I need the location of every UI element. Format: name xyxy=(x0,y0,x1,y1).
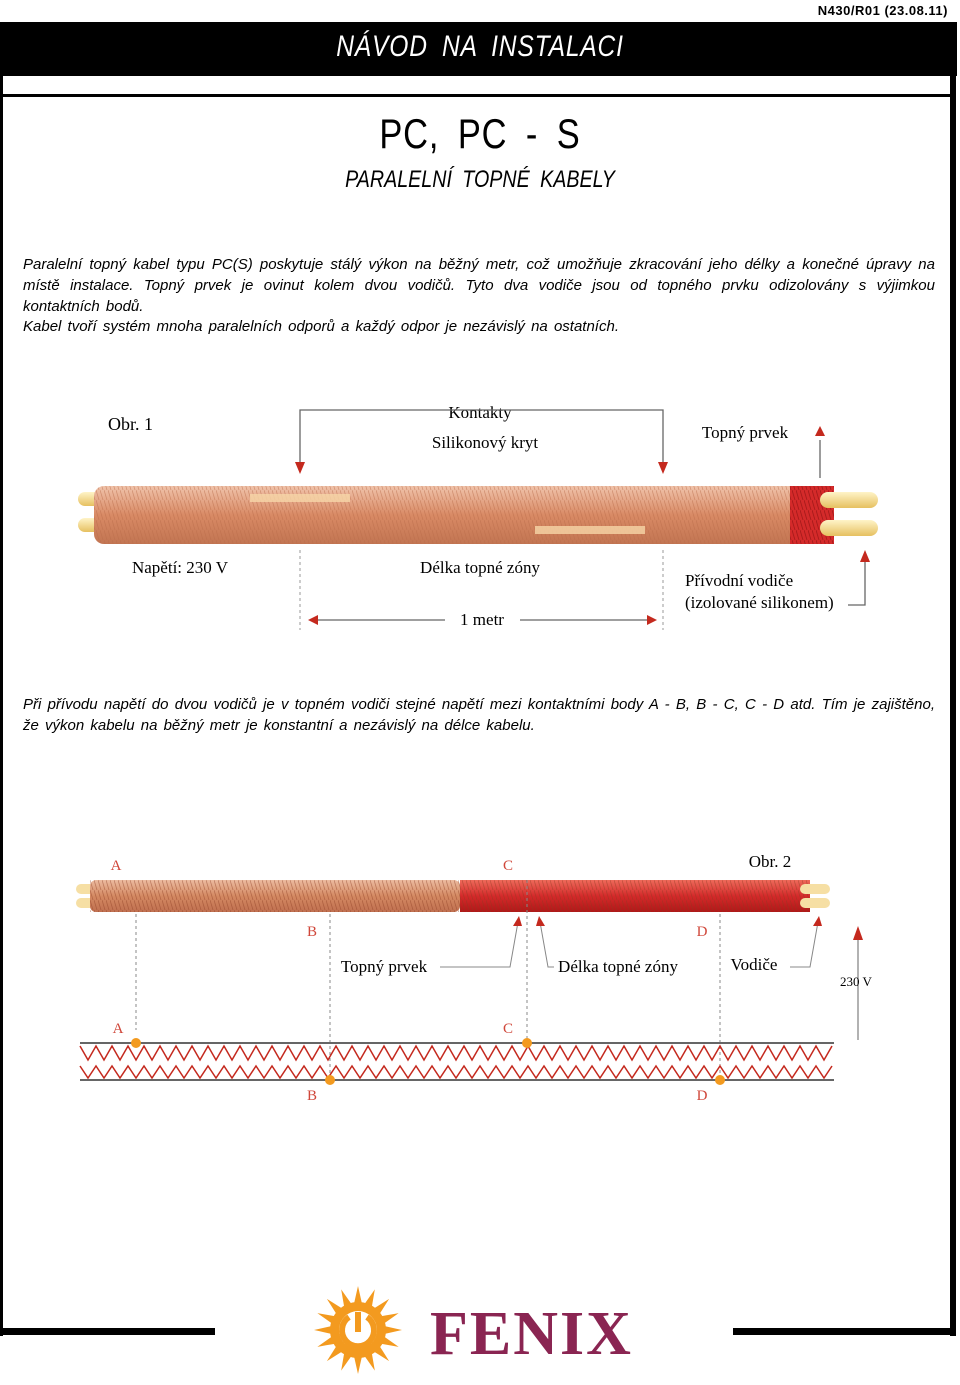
sun-icon xyxy=(314,1286,402,1374)
fig2-arrow-icon xyxy=(536,916,545,926)
fig2-cable-coil xyxy=(90,880,810,912)
fig2-contact-point-d xyxy=(715,1075,725,1085)
document-code: N430/R01 (23.08.11) xyxy=(817,3,948,18)
fig1-privodni-pointer xyxy=(848,558,865,605)
page-subtitle: PARALELNÍ TOPNÉ KABELY xyxy=(345,166,615,193)
fig2-point-d-top: D xyxy=(696,924,708,940)
fig1-silikonovy-kryt-label: Silikonový kryt xyxy=(431,433,539,452)
sun-ray xyxy=(384,1326,402,1334)
fig2-arrow-icon xyxy=(513,916,522,926)
fig1-arrow-icon xyxy=(815,426,825,436)
fig2-conductor-end-right xyxy=(800,884,830,894)
fig1-topny-prvek-label: Topný prvek xyxy=(701,423,789,442)
fig1-privodni-label: Přívodní vodiče xyxy=(685,571,794,590)
fig1-cable-coil xyxy=(94,486,834,544)
fig2-topny-prvek-label: Topný prvek xyxy=(340,957,428,976)
fig1-arrow-icon xyxy=(308,615,318,625)
figure-1 xyxy=(60,390,890,640)
fig1-arrow-icon xyxy=(658,462,668,474)
fig1-arrow-icon xyxy=(860,550,870,562)
fig2-vodice-label: Vodiče xyxy=(730,955,778,974)
fig2-contact-point-c xyxy=(522,1038,532,1048)
fig2-label: Obr. 2 xyxy=(748,852,792,871)
frame-bottom-left xyxy=(0,1328,215,1335)
frame-left xyxy=(0,76,3,1336)
fig2-pointer xyxy=(440,922,518,967)
fig2-resistor-zigzag xyxy=(80,1046,832,1060)
fenix-logo xyxy=(310,1278,650,1378)
fig2-arrow-icon xyxy=(853,926,863,940)
logo-text: FENIX xyxy=(430,1300,633,1368)
fig2-contact-point-a xyxy=(131,1038,141,1048)
fig2-point-c-bottom: C xyxy=(502,1021,514,1037)
fig1-conductor-end-right-top xyxy=(820,492,878,508)
explanation-paragraph: Při přívodu napětí do dvou vodičů je v topném vodiči stejné napětí mezi kontaktními body A - B, B - C, C - D atd. Tím je zajištěno, že výkon kabelu na běžný metr je konstantní a nezávislý na délce kabelu. xyxy=(23,696,935,734)
fig1-kontakty-label: Kontakty xyxy=(448,403,512,422)
fig2-point-b-top: B xyxy=(306,924,318,940)
fig2-delka-label: Délka topné zóny xyxy=(558,957,678,976)
fig2-arrow-icon xyxy=(813,916,822,926)
header-title: NÁVOD NA INSTALACI xyxy=(336,30,624,63)
sun-ray xyxy=(354,1356,362,1374)
fig1-privodni-label-2: (izolované silikonem) xyxy=(685,593,834,612)
fig2-point-b-bottom: B xyxy=(306,1088,318,1104)
frame-top xyxy=(0,94,956,97)
fig2-point-d-bottom: D xyxy=(696,1088,708,1104)
sun-ray xyxy=(354,1286,362,1304)
fig2-point-a-top: A xyxy=(110,858,122,874)
fig1-contact-point xyxy=(250,494,350,502)
fig2-conductor-end-right xyxy=(800,898,830,908)
fig1-conductor-end-right-bottom xyxy=(820,520,878,536)
frame-bottom-right xyxy=(733,1328,956,1335)
fig1-arrow-icon xyxy=(295,462,305,474)
fig1-contact-point xyxy=(535,526,645,534)
fig2-point-a-bottom: A xyxy=(112,1021,124,1037)
fig2-point-c-top: C xyxy=(502,858,514,874)
frame-right xyxy=(950,76,956,1336)
fig1-metr-label: 1 metr xyxy=(460,610,504,629)
intro-paragraph-2: Kabel tvoří systém mnoha paralelních odporů a každý odpor je nezávislý na ostatních. xyxy=(23,318,619,335)
fig1-label: Obr. 1 xyxy=(108,414,153,434)
fig2-contact-point-b xyxy=(325,1075,335,1085)
fig1-arrow-icon xyxy=(647,615,657,625)
page-title: PC, PC - S xyxy=(379,110,581,157)
intro-paragraph: Paralelní topný kabel typu PC(S) poskytuje stálý výkon na běžný metr, což umožňuje zkracování jeho délky a konečné úpravy na místě instalace. Topný prvek je ovinut kolem dvou vodičů. Tyto dva vodiče jsou od topného prvku odizolovány s výjimkou kontaktních bodů. xyxy=(23,256,935,315)
fig2-pointer xyxy=(790,922,818,967)
fig1-delka-label: Délka topné zóny xyxy=(420,558,540,577)
figure-2 xyxy=(70,840,890,1120)
fig2-pointer xyxy=(540,922,554,967)
sun-ray xyxy=(314,1326,332,1334)
fig2-voltage-label: 230 V xyxy=(840,974,872,989)
fig1-napeti-label: Napětí: 230 V xyxy=(131,558,229,577)
